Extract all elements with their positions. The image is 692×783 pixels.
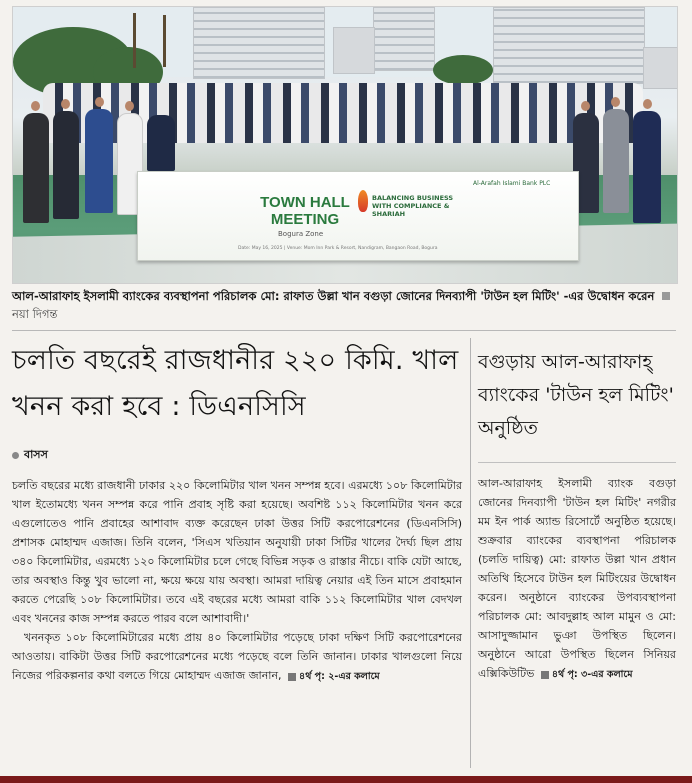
person-head [611, 97, 620, 107]
person [85, 109, 113, 213]
person-head [61, 99, 70, 109]
divider [478, 462, 676, 463]
banner-footer: Date: May 16, 2025 | Venue: Mom Inn Park & Resort, Nandigram, Bangaon Road, Bogura [238, 246, 438, 251]
person-head [581, 101, 590, 111]
photo-palm [163, 15, 166, 67]
photo-caption [12, 287, 676, 323]
photo-palm [133, 13, 136, 68]
paragraph-text: খননকৃত ১০৮ কিলোমিটারের মধ্যে প্রায় ৪০ কিলোমিটার পড়েছে ঢাকা দক্ষিণ সিটি করপোরেশনের আওতায়। বাকিটা উত্তর সিটি করপোরেশনের মধ্যে পড়েছে বলে তিনি জানান। ঢাকার খালগুলো নিয়ে নিজের পরিকল্পনার কথা বলতে গিয়ে মোহাম্মদ এজাজ জানান, [12, 631, 462, 682]
byline [12, 446, 48, 465]
jump-label: ৪র্থ পৃ: ৩-এর কলামে [551, 669, 633, 680]
caption-source: নয়া দিগন্ত [12, 307, 58, 321]
side-story-body [478, 474, 676, 684]
divider [12, 330, 676, 331]
byline-source: বাসস [24, 448, 48, 461]
square-bullet-icon [288, 673, 296, 681]
paragraph: চলতি বছরের মধ্যে রাজধানী ঢাকার ২২০ কিলোমিটার খাল খনন সম্পন্ন হবে। এরমধ্যে ১০৮ কিলোমিটার খাল ইতোমধ্যে খনন সম্পন্ন করে পানি প্রবাহ সৃষ্টি করা হয়েছে। অবশিষ্ট ১১২ কিলোমিটার খনন করে এগুলোতেও পানি প্রবাহের আশাবাদ ব্যক্ত করেছেন ঢাকা উত্তর সিটি করপোরেশনের (ডিএনসিসি) প্রশাসক মোহাম্মদ এজাজ। তিনি বলেন, 'সিএস খতিয়ান অনুযায়ী ঢাকা সিটির খালের দৈর্ঘ্য ছিল প্রায় ৩৪০ কিলোমিটার, এরমধ্যে ১২০ কিলোমিটার চলে গেছে বিভিন্ন সড়ক ও রাস্তার নীচে। বাকি যেটা আছে, তার অবস্থাও কিন্তু খুব ভালো না, ক্ষয়ে ক্ষয়ে যায় অবস্থা। আমরা দায়িত্ব নেয়ার এই তিন মাসে প্রবাহমান করতে পেরেছি ১০৮ কিলোমিটার। তবে এই বছরের মধ্যে আমরা বাকি ১১২ কিলোমিটার খাল বেদখল এবং খননের কাজ সম্পন্ন করতে পারব বলে আশাবাদী।' [12, 479, 462, 625]
town-hall-banner [137, 171, 579, 261]
jump-label: ৪র্থ পৃ: ২-এর কলামে [299, 671, 380, 682]
continuation-note [538, 669, 633, 680]
person [53, 111, 79, 219]
person [603, 109, 629, 213]
paragraph-text: আল-আরাফাহ ইসলামী ব্যাংক বগুড়া জোনের দিনব্যাপী 'টাউন হল মিটিং' নগরীর মম ইন পার্ক অ্যান্ড রিসোর্টে অনুষ্ঠিত হয়েছে। শুক্রবার ব্যাংকের ব্যবস্থাপনা পরিচালক (চলতি দায়িত্ব) মো: রাফাত উল্লা খান প্রধান অতিথি হিসেবে টাউন হল মিটিংয়ের উদ্বোধন করেন। অনুষ্ঠানে ব্যাংকের উপব্যবস্থাপনা পরিচালক মো: আবদুল্লাহ আল মামুন ও মো: আসাদুজ্জামান ভুঞা উপস্থিত ছিলেন। অনুষ্ঠানে আরো উপস্থিত ছিলেন সিনিয়র এক্সিকিউটিভ [478, 477, 676, 680]
main-story-body [12, 476, 462, 686]
person-head [95, 97, 104, 107]
person-head [31, 101, 40, 111]
paragraph [478, 474, 676, 684]
banner-title: TOWN HALL MEETING [260, 194, 350, 228]
continuation-note [285, 671, 380, 682]
person [23, 113, 49, 223]
caption-text: আল-আরাফাহ ইসলামী ব্যাংকের ব্যবস্থাপনা পরিচালক মো: রাফাত উল্লা খান বগুড়া জোনের দিনব্যাপী 'টাউন হল মিটিং' -এর উদ্বোধন করেন [12, 289, 655, 303]
paragraph [12, 628, 462, 686]
person [633, 111, 661, 223]
person-head [125, 101, 134, 111]
bullet-icon [12, 452, 19, 459]
news-photo [12, 6, 678, 284]
person [147, 115, 175, 171]
column-divider [470, 338, 471, 768]
banner-zone: Bogura Zone [278, 230, 324, 238]
page-bottom-bar [0, 776, 692, 783]
banner-bank-logo: Al-Arafah Islami Bank PLC [473, 180, 551, 187]
main-headline: চলতি বছরেই রাজধানীর ২২০ কিমি. খাল খনন করা হবে : ডিএনসিসি [12, 345, 459, 422]
square-bullet-icon [662, 292, 670, 300]
banner-theme: BALANCING BUSINESS WITH COMPLIANCE & SHARIAH [372, 194, 454, 218]
person-head [643, 99, 652, 109]
photo-building [373, 7, 435, 71]
square-bullet-icon [541, 671, 549, 679]
photo-building [333, 27, 375, 74]
flame-logo-icon [358, 190, 368, 212]
side-headline: বগুড়ায় আল-আরাফাহ্ ব্যাংকের 'টাউন হল মিটিং' অনুষ্ঠিত [478, 351, 674, 439]
